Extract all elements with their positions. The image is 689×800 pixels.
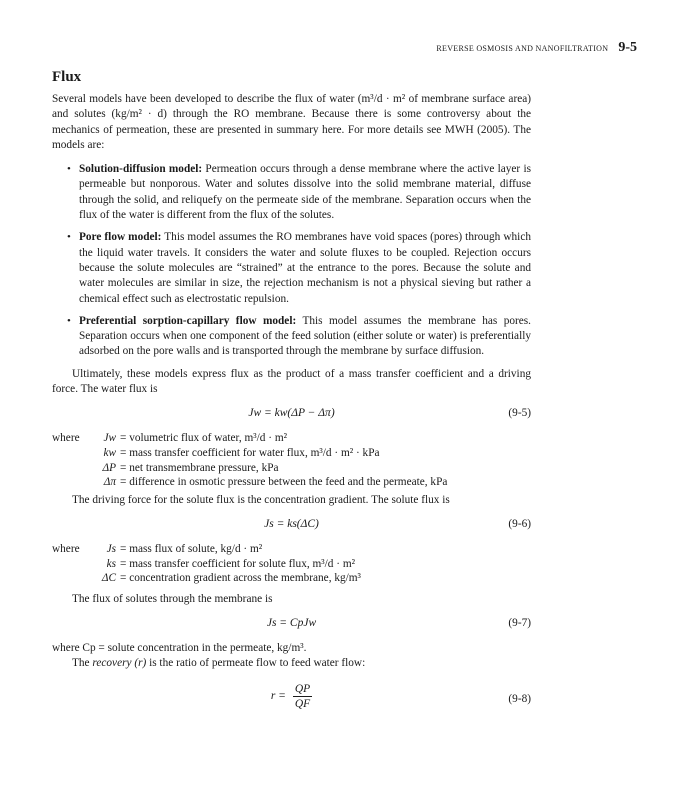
equation-9-6 <box>52 514 531 538</box>
list-item <box>52 162 531 223</box>
symbol: Δπ <box>103 476 116 489</box>
ultimately-paragraph: Ultimately, these models express flux as the product of a mass transfer coefficient and a driving force. The water flux is <box>52 367 531 396</box>
symbol: ΔC <box>101 572 116 585</box>
symbol: Js <box>106 543 116 556</box>
intro-paragraph: Several models have been developed to describe the flux of water (m³/d · m² of membrane surface area) and solutes (kg/m² · d) through the RO membrane. Because there is some controversy about the mechanics of permeation, these are presented in summary here. For more details see MWH (2005). The models are: <box>52 93 531 151</box>
definition-row <box>52 557 531 572</box>
solute-flux-paragraph: The flux of solutes through the membrane is <box>72 592 273 605</box>
model-term: Preferential sorption-capillary flow model: <box>79 314 297 327</box>
model-text: This model assumes the RO membranes have void spaces (pores) through which the liquid water travels. It considers the water and solute fluxes to be coupled. Rejection occurs because the solute molecules are “strained” at the entrance to the pores. Because the solute and water molecules are similar in size, the rejection mechanism is not a physical sieving but rather a chemical effect such as electrostatic repulsion. <box>79 231 531 305</box>
definition-row <box>52 475 531 490</box>
equation-9-5 <box>52 403 531 427</box>
equation-9-7 <box>52 613 531 637</box>
equation-9-8 <box>52 680 531 720</box>
section-heading: Flux <box>52 69 82 85</box>
definition: = mass flux of solute, kg/d · m² <box>120 543 263 556</box>
model-term: Solution-diffusion model: <box>79 163 203 176</box>
where-9-7: where Cp = solute concentration in the permeate, kg/m³. <box>52 642 307 655</box>
symbol: ΔP <box>102 461 116 474</box>
equation-expression: r = $\frac{QP}{QF}$ <box>270 682 311 710</box>
bullet-icon: • <box>67 231 71 244</box>
symbol: ks <box>106 557 116 570</box>
equation-number: (9-6) <box>508 518 531 531</box>
denominator: QF <box>294 697 311 710</box>
definition: = net transmembrane pressure, kPa <box>120 461 279 474</box>
equation-number: (9-8) <box>508 692 531 705</box>
model-term: Pore flow model: <box>79 231 162 244</box>
page-number: 9-5 <box>618 40 637 55</box>
definition-row: where Js = mass flux of solute, kg/d · m² <box>52 542 531 557</box>
models-list <box>52 162 531 360</box>
definition: = mass transfer coefficient for water flux, m³/d · m² · kPa <box>120 446 380 459</box>
symbol: kw <box>103 446 116 459</box>
running-head-title: REVERSE OSMOSIS AND NANOFILTRATION <box>436 44 609 53</box>
list-item <box>52 314 531 360</box>
definition-row <box>52 446 531 461</box>
definition: = mass transfer coefficient for solute flux, m³/d · m² <box>120 557 356 570</box>
definition-row <box>52 571 531 586</box>
content-body <box>52 68 531 724</box>
where-block-9-5 <box>52 431 531 489</box>
equation-number: (9-7) <box>508 617 531 630</box>
bullet-icon: • <box>67 314 71 327</box>
driving-force-paragraph: The driving force for the solute flux is the concentration gradient. The solute flux is <box>72 493 450 506</box>
equation-expression: Js = CpJw <box>266 617 317 630</box>
equation-expression: Js = ks(ΔC) <box>264 518 319 531</box>
model-text: Permeation occurs through a dense membrane where the active layer is permeable but nonporous. Water and solutes dissolve into the solid membrane material, diffuse through the solid, and reliquefy on the permeate side of the membrane. Separation occurs when the flux of the water is different from the flux of the solutes. <box>79 163 531 222</box>
numerator: QP <box>294 682 311 695</box>
definition: = volumetric flux of water, m³/d · m² <box>120 432 288 445</box>
definition-row <box>52 461 531 476</box>
running-head <box>436 40 637 56</box>
definition-row: where Jw = volumetric flux of water, m³/d · m² <box>52 431 531 446</box>
recovery-paragraph: The recovery (r) is the ratio of permeate flow to feed water flow: <box>72 657 366 670</box>
model-text: This model assumes the membrane has pores. Separation occurs when one component of the feed solution (either solute or water) is preferentially adsorbed on the pore walls and is transported through the membrane by surface diffusion. <box>79 314 532 358</box>
equation-number: (9-5) <box>508 407 531 420</box>
symbol: Jw <box>103 432 116 445</box>
where-block-9-6 <box>52 542 531 586</box>
fraction <box>293 682 312 711</box>
definition: = concentration gradient across the membrane, kg/m³ <box>120 572 361 585</box>
definition: = difference in osmotic pressure between the feed and the permeate, kPa <box>120 476 448 489</box>
bullet-icon: • <box>67 163 71 176</box>
equation-expression: Jw = kw(ΔP − Δπ) <box>248 407 335 420</box>
recovery-term: recovery (r) <box>92 657 147 670</box>
list-item <box>52 230 531 306</box>
